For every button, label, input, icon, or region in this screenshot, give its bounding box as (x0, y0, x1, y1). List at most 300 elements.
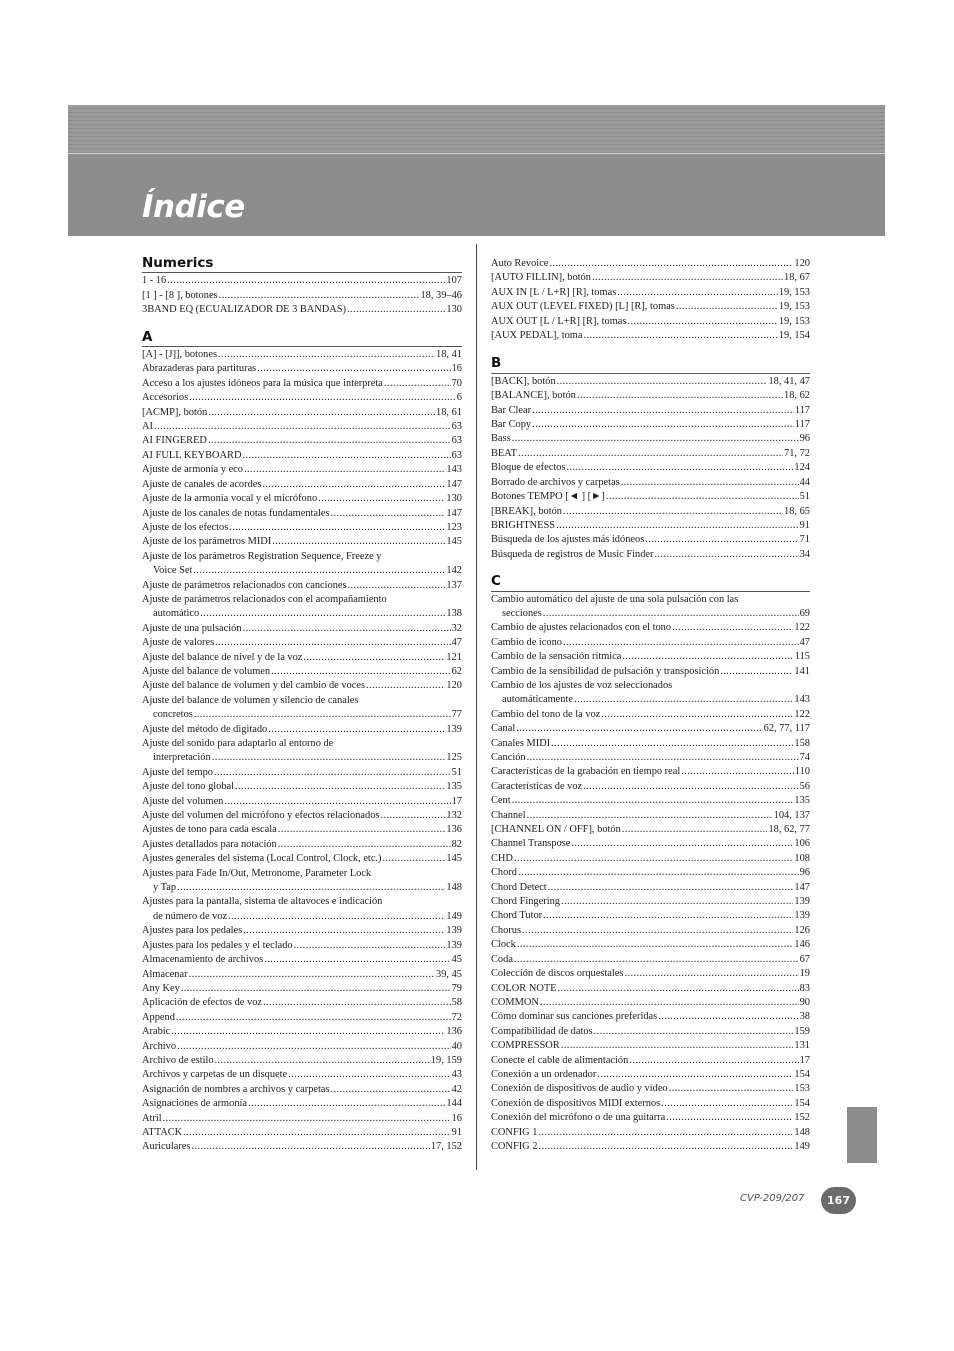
dot-leader (264, 953, 450, 967)
index-entry (142, 723, 462, 737)
entry-pages: 90 (799, 996, 810, 1008)
entry-term: Chord Tutor (491, 910, 543, 922)
entry-term: Coda (491, 953, 513, 965)
index-entry (491, 866, 810, 880)
entry-pages: 147 (446, 507, 462, 519)
index-entry (491, 708, 810, 722)
dot-leader (177, 881, 445, 895)
dot-leader (208, 406, 435, 420)
index-entry (491, 1140, 810, 1154)
index-entry (491, 1126, 810, 1140)
entry-term: Acceso a los ajustes idóneos para la música que interpreta (142, 377, 383, 389)
entry-pages: 19 (799, 968, 810, 980)
entry-term: Chorus (491, 924, 522, 936)
index-entry (142, 362, 462, 376)
dot-leader (181, 982, 451, 996)
entry-term: Append (142, 1011, 175, 1023)
index-entry (491, 881, 810, 895)
entry-term: secciones (502, 607, 542, 619)
entry-pages: 139 (446, 723, 462, 735)
dot-leader (561, 1039, 794, 1053)
entry-term: Colección de discos orquestales (491, 968, 624, 980)
entry-pages: 148 (446, 882, 462, 894)
index-entry (142, 550, 462, 579)
entry-term: Búsqueda de registros de Music Finder (491, 548, 654, 560)
entry-term: Características de voz (491, 780, 583, 792)
dot-leader (592, 271, 783, 285)
entry-term: Ajustes generales del sistema (Local Control, Clock, etc.) (142, 853, 382, 865)
index-entry (491, 895, 810, 909)
index-entry (142, 1068, 462, 1082)
entry-term: Ajustes de tono para cada escala (142, 824, 277, 836)
entry-pages: 18, 67 (784, 272, 810, 284)
index-entry (491, 593, 810, 622)
index-entry (142, 766, 462, 780)
entry-pages: 72 (451, 1011, 462, 1023)
entry-term: Conecte el cable de alimentación (491, 1054, 629, 1066)
entry-term: Cómo dominar sus canciones preferidas (491, 1011, 658, 1023)
entry-pages: 62 (451, 665, 462, 677)
index-entry (491, 519, 810, 533)
entry-term: Canal (491, 723, 516, 735)
dot-leader (347, 303, 445, 317)
entry-pages: 18, 62, 77 (768, 824, 810, 836)
index-entry (491, 1010, 810, 1024)
index-entry (142, 939, 462, 953)
entry-term: CONFIG 2 (491, 1140, 538, 1152)
dot-leader (262, 478, 445, 492)
entry-pages: 115 (794, 651, 810, 663)
dot-leader (176, 1011, 451, 1025)
index-entry (142, 780, 462, 794)
index-column-left (142, 256, 462, 1167)
index-entry (142, 665, 462, 679)
dot-leader (248, 1097, 445, 1111)
entry-term: Ajuste del balance de volumen y del cambio de voces (142, 680, 366, 692)
index-entry (142, 303, 462, 317)
entry-pages: 91 (799, 519, 810, 531)
entry-term: automático (153, 608, 200, 620)
entry-term: COMPRESSOR (491, 1040, 560, 1052)
index-entry (491, 794, 810, 808)
dot-leader (183, 1126, 450, 1140)
index-section (491, 356, 810, 562)
index-entry (491, 953, 810, 967)
index-entry (491, 300, 810, 314)
entry-term: Auriculares (142, 1141, 191, 1153)
dot-leader (538, 1126, 793, 1140)
dot-leader (543, 909, 793, 923)
index-entry (142, 593, 462, 622)
index-entry (142, 867, 462, 896)
entry-pages: 96 (799, 433, 810, 445)
dot-leader (215, 1054, 430, 1068)
dot-leader (243, 924, 445, 938)
index-section-continued (491, 257, 810, 343)
entry-pages: 141 (794, 665, 810, 677)
entry-pages: 106 (794, 838, 810, 850)
entry-pages: 124 (794, 462, 810, 474)
index-entry (491, 1068, 810, 1082)
dot-leader (348, 579, 446, 593)
entry-term: Channel Transpose (491, 838, 571, 850)
entry-pages: 51 (451, 766, 462, 778)
index-entry (142, 1126, 462, 1140)
entry-term: Cambio de icono (491, 636, 562, 648)
entry-term: [BALANCE], botón (491, 390, 576, 402)
entry-pages: 154 (794, 1097, 810, 1109)
entry-term: Bar Copy (491, 419, 532, 431)
entry-pages: 19, 154 (778, 330, 810, 342)
entry-pages: 149 (446, 910, 462, 922)
index-entry (142, 809, 462, 823)
entry-term: Bloque de efectos (491, 462, 566, 474)
entry-pages: 70 (451, 377, 462, 389)
index-entry (142, 838, 462, 852)
entry-term: CHD (491, 852, 513, 864)
entry-pages: 121 (446, 651, 462, 663)
entry-pages: 154 (794, 1068, 810, 1080)
entry-pages: 40 (451, 1040, 462, 1052)
index-entry (491, 315, 810, 329)
entry-term: Almacenamiento de archivos (142, 954, 264, 966)
dot-leader (669, 1082, 794, 1096)
entry-text-first-line: Ajustes para Fade In/Out, Metronome, Parameter Lock (142, 867, 372, 879)
entry-term: Ajuste del método de digitado (142, 723, 268, 735)
dot-leader (235, 780, 445, 794)
entry-term: Ajuste de la armonía vocal y el micrófono (142, 493, 318, 505)
index-entry (142, 737, 462, 766)
index-entry (491, 967, 810, 981)
entry-pages: 62, 77, 117 (763, 723, 810, 735)
index-entry (491, 837, 810, 851)
dot-leader (518, 447, 783, 461)
entry-pages: 120 (446, 680, 462, 692)
index-entry (491, 665, 810, 679)
entry-term: [A] - [J]], botones (142, 349, 218, 361)
index-entry (491, 505, 810, 519)
index-entry (142, 679, 462, 693)
entry-term: [BACK], botón (491, 375, 556, 387)
entry-pages: 6 (456, 392, 462, 404)
entry-pages: 91 (451, 1126, 462, 1138)
entry-term: Cent (491, 795, 511, 807)
dot-leader (621, 476, 799, 490)
entry-pages: 123 (446, 521, 462, 533)
entry-term: [1 ] - [8 ], botones (142, 289, 218, 301)
index-entry (142, 924, 462, 938)
entry-term: Archivos y carpetas de un disquete (142, 1069, 288, 1081)
index-entry (142, 968, 462, 982)
dot-leader (601, 708, 793, 722)
index-entry (142, 463, 462, 477)
entry-term: Conexión de dispositivos MIDI externos (491, 1097, 661, 1109)
entry-pages: 42 (451, 1083, 462, 1095)
entry-term: AI FINGERED (142, 435, 207, 447)
entry-pages: 153 (794, 1083, 810, 1095)
entry-term: Compatibilidad de datos (491, 1025, 593, 1037)
section-tab (847, 1107, 877, 1163)
entry-term: BEAT (491, 447, 517, 459)
entry-pages: 136 (446, 824, 462, 836)
entry-term: Ajuste del balance de nivel y de la voz (142, 651, 303, 663)
section-heading: C (491, 574, 810, 591)
entry-pages: 58 (451, 997, 462, 1009)
entry-pages: 137 (446, 579, 462, 591)
entry-pages: 148 (794, 1126, 810, 1138)
index-entry (491, 982, 810, 996)
entry-text-first-line: Cambio automático del ajuste de una sola pulsación con las (491, 593, 739, 605)
index-entry (491, 924, 810, 938)
entry-term: Ajuste del tempo (142, 766, 213, 778)
entry-pages: 17 (451, 795, 462, 807)
index-entry (142, 895, 462, 924)
index-entry (491, 809, 810, 823)
banner-stripes (68, 105, 885, 154)
dot-leader (516, 722, 762, 736)
entry-term: interpretación (153, 752, 211, 764)
entry-pages: 125 (446, 752, 462, 764)
dot-leader (229, 521, 445, 535)
dot-leader (661, 1097, 793, 1111)
dot-leader (193, 564, 445, 578)
entry-term: Bass (491, 433, 511, 445)
dot-leader (583, 329, 777, 343)
entry-pages: 107 (446, 275, 462, 287)
index-entry (142, 1011, 462, 1025)
entry-term: 1 - 16 (142, 275, 167, 287)
entry-pages: 139 (446, 939, 462, 951)
entry-term: Channel (491, 809, 526, 821)
index-entry (491, 650, 810, 664)
entry-term: Ajuste de parámetros relacionados con canciones (142, 579, 347, 591)
index-entry (491, 621, 810, 635)
entry-pages: 77 (451, 709, 462, 721)
dot-leader (622, 823, 768, 837)
dot-leader (303, 651, 445, 665)
dot-leader (331, 1083, 451, 1097)
entry-term: y Tap (153, 882, 177, 894)
entry-pages: 69 (799, 607, 810, 619)
entry-pages: 71 (799, 534, 810, 546)
dot-leader (243, 622, 451, 636)
dot-leader (268, 723, 445, 737)
entry-pages: 144 (446, 1098, 462, 1110)
dot-leader (658, 1010, 798, 1024)
index-entry (142, 1112, 462, 1126)
entry-term: Chord Fingering (491, 896, 560, 908)
entry-pages: 38 (799, 1011, 810, 1023)
dot-leader (294, 939, 446, 953)
dot-leader (257, 362, 450, 376)
dot-leader (566, 461, 793, 475)
dot-leader (532, 404, 794, 418)
dot-leader (540, 996, 799, 1010)
entry-term: Aplicación de efectos de voz (142, 997, 263, 1009)
entry-pages: 56 (799, 780, 810, 792)
entry-pages: 18, 62 (784, 390, 810, 402)
index-entry (142, 579, 462, 593)
index-entry (491, 1082, 810, 1096)
entry-term: Auto Revoice (491, 258, 549, 269)
entry-term: Asignación de nombres a archivos y carpetas (142, 1083, 330, 1095)
dot-leader (215, 636, 450, 650)
entry-term: Botones TEMPO [◄ ] [►] (491, 491, 605, 503)
index-entry (491, 432, 810, 446)
index-entry (142, 1054, 462, 1068)
dot-leader (720, 665, 793, 679)
index-entry (142, 996, 462, 1010)
entry-pages: 51 (799, 491, 810, 503)
index-entry (491, 271, 810, 285)
section-heading: Numerics (142, 256, 462, 273)
entry-term: Bar Clear (491, 404, 532, 416)
entry-term: Canales MIDI (491, 737, 551, 749)
entry-term: Cambio de la sensación rítmica (491, 651, 622, 663)
entry-term: Ajustes para los pedales (142, 925, 243, 937)
entry-pages: 34 (799, 548, 810, 560)
index-entry (491, 389, 810, 403)
entry-pages: 71, 72 (784, 447, 810, 459)
dot-leader (200, 607, 445, 621)
index-section (142, 330, 462, 1155)
index-entry (142, 434, 462, 448)
index-entry (491, 679, 810, 708)
dot-leader (514, 953, 799, 967)
entry-pages: 120 (794, 258, 810, 269)
index-section (491, 574, 810, 1154)
dot-leader (219, 289, 420, 303)
index-entry (142, 953, 462, 967)
index-entry (142, 406, 462, 420)
entry-pages: 39, 45 (436, 968, 462, 980)
entry-pages: 47 (451, 637, 462, 649)
dot-leader (380, 809, 445, 823)
index-entry (491, 780, 810, 794)
entry-pages: 104, 137 (773, 809, 810, 821)
dot-leader (558, 982, 799, 996)
entry-term: Ajuste de los parámetros MIDI (142, 536, 272, 548)
index-entry (142, 274, 462, 288)
entry-pages: 18, 39–46 (420, 289, 462, 301)
section-heading: A (142, 330, 462, 347)
entry-pages: 146 (794, 939, 810, 951)
index-entry (142, 492, 462, 506)
entry-term: Cambio del tono de la voz (491, 708, 601, 720)
entry-text-first-line: Ajuste del balance de volumen y silencio de canales (142, 694, 359, 706)
entry-pages: 145 (446, 853, 462, 865)
dot-leader (594, 1025, 794, 1039)
entry-pages: 32 (451, 622, 462, 634)
dot-leader (154, 420, 451, 434)
dot-leader (527, 751, 799, 765)
index-entry (491, 1111, 810, 1125)
entry-pages: 19, 153 (778, 301, 810, 313)
entry-pages: 152 (794, 1112, 810, 1124)
dot-leader (624, 967, 798, 981)
dot-leader (228, 910, 445, 924)
entry-pages: 145 (446, 536, 462, 548)
dot-leader (543, 607, 799, 621)
entry-term: Archivo (142, 1040, 177, 1052)
entry-pages: 147 (794, 881, 810, 893)
index-entry (142, 420, 462, 434)
index-entry (491, 1097, 810, 1111)
dot-leader (512, 794, 794, 808)
entry-term: Abrazaderas para partituras (142, 363, 257, 375)
entry-term: Ajustes detallados para notación (142, 838, 277, 850)
dot-leader (194, 708, 451, 722)
dot-leader (177, 1040, 451, 1054)
index-entry (491, 286, 810, 300)
index-entry (491, 737, 810, 751)
entry-term: Borrado de archivos y carpetas (491, 476, 620, 488)
dot-leader (654, 548, 798, 562)
index-entry (491, 852, 810, 866)
page-title: Índice (142, 189, 245, 225)
dot-leader (208, 434, 451, 448)
entry-pages: 122 (794, 622, 810, 634)
section-heading: B (491, 356, 810, 373)
index-entry (491, 1054, 810, 1068)
entry-pages: 45 (451, 954, 462, 966)
entry-pages: 130 (446, 493, 462, 505)
dot-leader (532, 418, 794, 432)
entry-pages: 139 (794, 910, 810, 922)
dot-leader (517, 938, 794, 952)
dot-leader (627, 315, 777, 329)
entry-term: automáticamente (502, 694, 573, 706)
entry-term: Arabic (142, 1026, 171, 1038)
entry-term: AUX OUT (LEVEL FIXED) [L] [R], tomas (491, 301, 675, 313)
index-entry (142, 348, 462, 362)
dot-leader (577, 389, 783, 403)
index-entry (491, 1039, 810, 1053)
entry-term: concretos (153, 709, 193, 721)
entry-pages: 19, 153 (778, 315, 810, 327)
index-entry (142, 982, 462, 996)
dot-leader (163, 1112, 451, 1126)
page-number-badge: 167 (821, 1187, 856, 1214)
entry-pages: 117 (794, 404, 810, 416)
entry-pages: 147 (446, 478, 462, 490)
dot-leader (574, 693, 793, 707)
entry-term: AUX OUT [L / L+R] [R], tomas (491, 315, 627, 327)
entry-pages: 132 (446, 810, 462, 822)
dot-leader (551, 737, 793, 751)
dot-leader (597, 1068, 793, 1082)
dot-leader (384, 377, 451, 391)
index-entry (142, 622, 462, 636)
entry-term: [AUX PEDAL], toma (491, 330, 583, 342)
dot-leader (514, 852, 793, 866)
entry-term: COLOR NOTE (491, 982, 557, 994)
entry-pages: 18, 61 (436, 406, 462, 418)
entry-text-first-line: Ajuste de los parámetros Registration Sequence, Freeze y (142, 550, 382, 562)
entry-pages: 79 (451, 982, 462, 994)
index-entry (142, 823, 462, 837)
entry-pages: 117 (794, 419, 810, 431)
entry-term: Archivo de estilo (142, 1054, 214, 1066)
entry-pages: 138 (446, 608, 462, 620)
entry-term: Ajuste de armonía y eco (142, 464, 243, 476)
entry-term: Atril (142, 1112, 162, 1124)
dot-leader (583, 780, 798, 794)
entry-term: Ajuste de una pulsación (142, 622, 242, 634)
entry-pages: 16 (451, 363, 462, 375)
index-entry (491, 722, 810, 736)
entry-pages: 47 (799, 636, 810, 648)
